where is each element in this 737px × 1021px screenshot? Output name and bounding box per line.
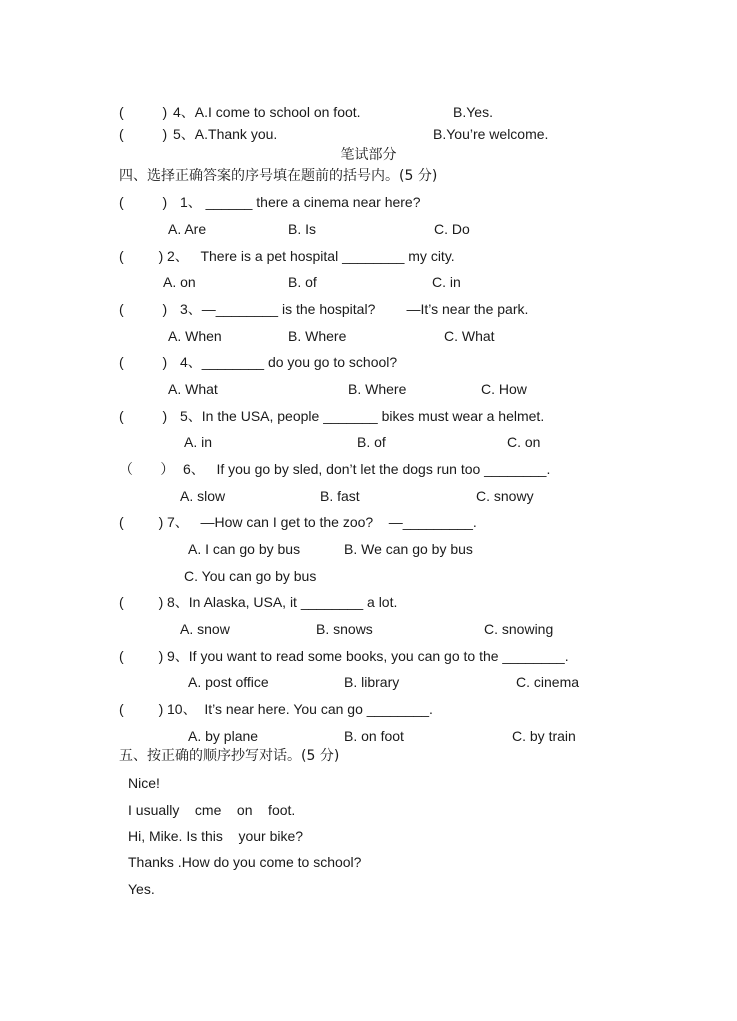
q7-option-c: C. You can go by bus: [184, 568, 317, 584]
q1-paren: ( ): [119, 194, 168, 210]
dialogue-line: I usually cme on foot.: [128, 802, 296, 818]
listening-q5-paren: ( ): [119, 126, 168, 142]
q3-stem: 3、—________ is the hospital? —It’s near the park.: [180, 301, 529, 317]
q1-option-a: A. Are: [168, 221, 207, 237]
q9-option-a: A. post office: [188, 674, 269, 690]
q6-option-c: C. snowy: [476, 488, 534, 504]
q9-stem: 9、If you want to read some books, you can go to the ________.: [167, 648, 569, 664]
q5-stem: 5、In the USA, people _______ bikes must wear a helmet.: [180, 408, 545, 424]
q4-stem: 4、________ do you go to school?: [180, 354, 398, 370]
q5-option-a: A. in: [184, 434, 213, 450]
q4-option-c: C. How: [481, 381, 527, 397]
q6-stem: 6、 If you go by sled, don’t let the dogs run too ________.: [183, 461, 551, 477]
q7-stem: 7、 —How can I get to the zoo? —_________.: [167, 514, 477, 530]
listening-q5-option-a: 5、A.Thank you.: [173, 126, 278, 142]
section4-heading: 四、选择正确答案的序号填在题前的括号内。(5 分): [119, 168, 438, 184]
q9-option-b: B. library: [344, 674, 400, 690]
q10-paren: ( ): [119, 701, 164, 717]
q8-paren: ( ): [119, 594, 164, 610]
q4-option-b: B. Where: [348, 381, 407, 397]
q9-paren: ( ): [119, 648, 164, 664]
q2-option-b: B. of: [288, 274, 317, 290]
q5-paren: ( ): [119, 408, 168, 424]
dialogue-line: Hi, Mike. Is this your bike?: [128, 828, 304, 844]
q8-option-b: B. snows: [316, 621, 373, 637]
q7-paren: ( ): [119, 514, 164, 530]
q7-option-a: A. I can go by bus: [188, 541, 301, 557]
q2-paren: ( ): [119, 248, 164, 264]
q2-option-a: A. on: [163, 274, 196, 290]
q8-option-c: C. snowing: [484, 621, 554, 637]
q3-option-c: C. What: [444, 328, 495, 344]
q10-option-a: A. by plane: [188, 728, 259, 744]
q3-option-a: A. When: [168, 328, 222, 344]
listening-q4-paren: ( ): [119, 104, 168, 120]
section5-heading: 五、按正确的顺序抄写对话。(5 分): [119, 748, 340, 764]
q2-stem: 2、 There is a pet hospital ________ my city.: [167, 248, 455, 264]
q6-paren: （ ）: [119, 461, 175, 477]
q10-option-c: C. by train: [512, 728, 576, 744]
q3-option-b: B. Where: [288, 328, 347, 344]
q1-option-b: B. Is: [288, 221, 317, 237]
listening-q5-option-b: B.You’re welcome.: [433, 126, 549, 142]
q5-option-c: C. on: [507, 434, 541, 450]
q6-option-a: A. slow: [180, 488, 226, 504]
q7-option-b: B. We can go by bus: [344, 541, 473, 557]
written-part-title: 笔试部分: [340, 147, 397, 163]
q6-option-b: B. fast: [320, 488, 360, 504]
q2-option-c: C. in: [432, 274, 461, 290]
listening-q4-option-b: B.Yes.: [453, 104, 493, 120]
q3-paren: ( ): [119, 301, 168, 317]
q1-stem: 1、 ______ there a cinema near here?: [180, 194, 421, 210]
listening-q4-option-a: 4、A.I come to school on foot.: [173, 104, 361, 120]
q5-option-b: B. of: [357, 434, 386, 450]
q1-option-c: C. Do: [434, 221, 470, 237]
dialogue-line: Yes.: [128, 881, 155, 897]
q10-option-b: B. on foot: [344, 728, 404, 744]
q9-option-c: C. cinema: [516, 674, 580, 690]
dialogue-line: Nice!: [128, 775, 160, 791]
dialogue-line: Thanks .How do you come to school?: [128, 854, 362, 870]
q4-option-a: A. What: [168, 381, 218, 397]
q10-stem: 10、 It’s near here. You can go ________.: [167, 701, 433, 717]
q8-stem: 8、In Alaska, USA, it ________ a lot.: [167, 594, 398, 610]
q8-option-a: A. snow: [180, 621, 230, 637]
q4-paren: ( ): [119, 354, 168, 370]
